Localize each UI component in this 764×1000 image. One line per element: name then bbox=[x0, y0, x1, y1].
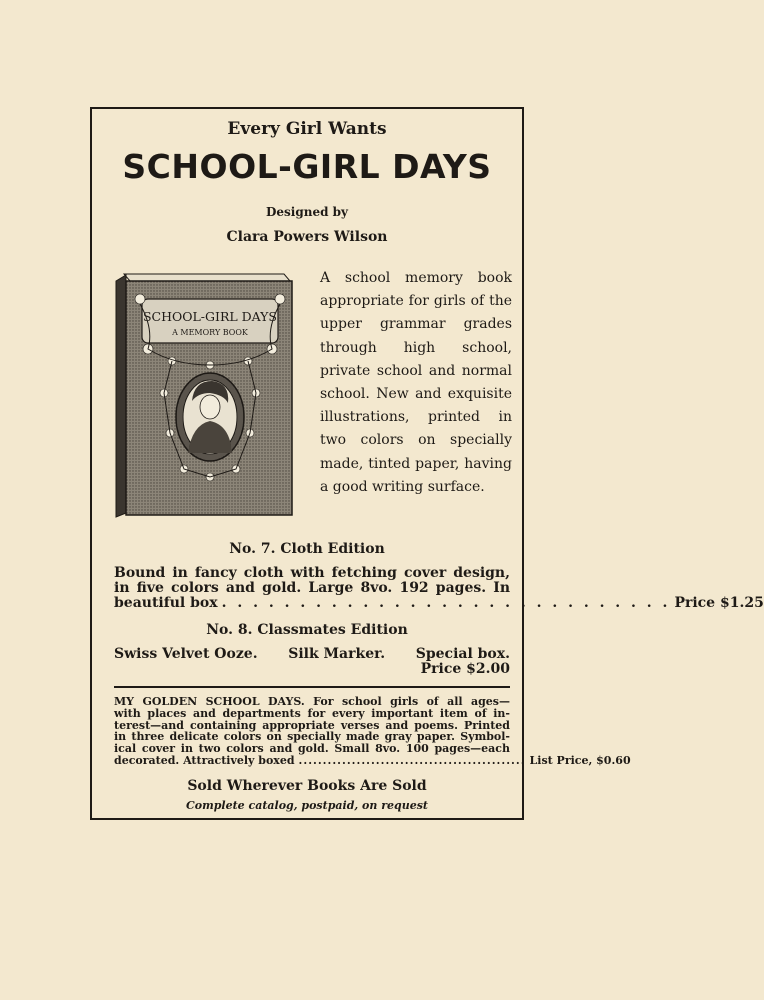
section-divider bbox=[114, 686, 510, 688]
book-description: A school memory book appropriate for girls of the upper grammar grades through high school, private school and normal school. New and exquisite illustrations, printed in two colors on specially made, tinted paper, having a good writing surface. bbox=[320, 270, 512, 495]
edition-7-line-1: Bound in fancy cloth with fetching cover design, bbox=[114, 565, 510, 581]
edition-8-item-marker: Silk Marker. bbox=[288, 646, 386, 662]
book-title-heading: SCHOOL-GIRL DAYS bbox=[122, 147, 492, 186]
edition-8-details bbox=[114, 647, 510, 677]
edition-8-heading: No. 8. Classmates Edition bbox=[206, 622, 408, 638]
book-cover-subtitle: A MEMORY BOOK bbox=[172, 328, 248, 337]
golden-boxed-label: decorated. Attractively boxed bbox=[114, 753, 295, 767]
golden-line-2: with places and departments for every important item of in- bbox=[114, 706, 510, 720]
sold-everywhere-line: Sold Wherever Books Are Sold bbox=[187, 778, 427, 794]
golden-line-4: in three delicate colors on specially made gray paper. Symbol- bbox=[114, 730, 510, 744]
edition-7-line-3 bbox=[114, 595, 764, 611]
golden-line-6 bbox=[114, 753, 631, 767]
edition-8-line-1 bbox=[114, 647, 510, 662]
edition-8-price: Price $2.00 bbox=[420, 661, 510, 677]
designed-by-label: Designed by bbox=[265, 205, 349, 219]
edition-7-heading: No. 7. Cloth Edition bbox=[229, 541, 385, 557]
golden-school-days-paragraph bbox=[114, 695, 631, 767]
edition-8-item-ooze: Swiss Velvet Ooze. bbox=[114, 646, 258, 662]
leader-dots: ............................................... bbox=[298, 753, 526, 767]
kicker-line: Every Girl Wants bbox=[227, 119, 387, 139]
golden-line-1: MY GOLDEN SCHOOL DAYS. For school girls of all ages— bbox=[114, 695, 510, 708]
golden-line-5: ical cover in two colors and gold. Small 8vo. 100 pages—each bbox=[114, 742, 510, 756]
edition-8-item-box: Special box. bbox=[415, 646, 510, 662]
edition-7-details bbox=[114, 565, 764, 611]
golden-line-3: terest—and containing appropriate verses and poems. Printed bbox=[114, 718, 510, 732]
edition-7-line-2: in five colors and gold. Large 8vo. 192 pages. In bbox=[114, 580, 510, 596]
author-name: Clara Powers Wilson bbox=[226, 229, 388, 245]
book-cover-title: SCHOOL-GIRL DAYS bbox=[142, 309, 278, 324]
catalog-note: Complete catalog, postpaid, on request bbox=[186, 799, 428, 812]
golden-list-price: List Price, $0.60 bbox=[529, 753, 631, 767]
book-cover-illustration bbox=[114, 269, 296, 519]
leader-dots: . . . . . . . . . . . . . . . . . . . . . . . . . . . . . bbox=[221, 595, 671, 611]
advertisement-frame bbox=[90, 107, 764, 820]
edition-7-price: Price $1.25 bbox=[674, 595, 764, 611]
edition-7-box-label: beautiful box bbox=[114, 595, 218, 611]
